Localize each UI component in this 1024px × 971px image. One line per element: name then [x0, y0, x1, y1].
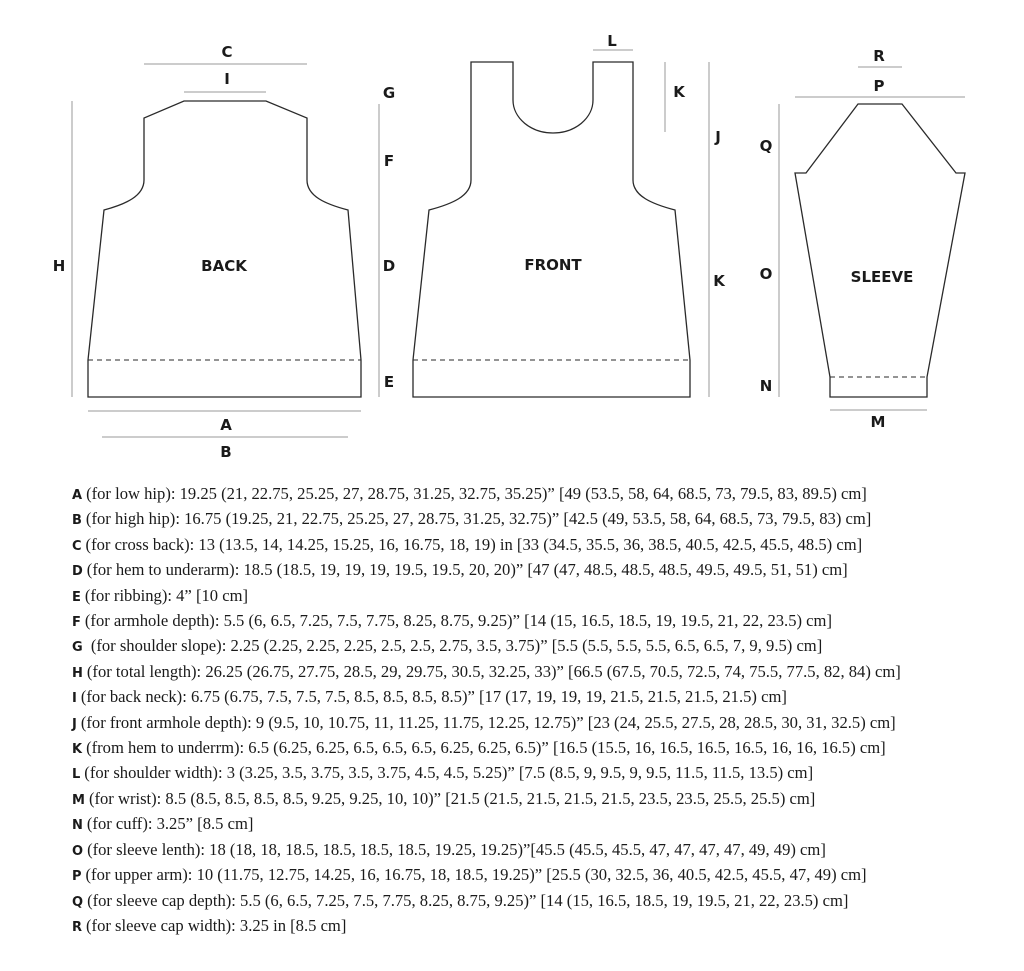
legend-item-o — [72, 838, 1012, 863]
legend-text: (for armhole depth): 5.5 (6, 6.5, 7.25, 7.5, 7.75, 8.25, 8.75, 9.25)” [14 (15, 16.5, 18.5, 19, 19.5, 21, 22, 23.5) cm] — [84, 611, 832, 631]
sleeve-outline — [795, 104, 965, 397]
legend-key: I — [72, 691, 77, 707]
legend-item-h — [72, 660, 1012, 685]
label-i: I — [224, 70, 230, 88]
front-outline — [413, 62, 690, 397]
legend-item-q — [72, 889, 1012, 914]
legend-key: Q — [72, 894, 84, 910]
legend-key: D — [72, 564, 83, 580]
back-piece — [88, 101, 361, 397]
sleeve-piece — [795, 104, 965, 397]
measurement-legend — [72, 482, 1012, 939]
label-e: E — [383, 373, 395, 391]
legend-key: J — [72, 716, 77, 732]
legend-key: L — [72, 767, 81, 783]
legend-text: (for sleeve cap width): 3.25 in [8.5 cm] — [86, 915, 347, 935]
legend-item-f — [72, 609, 1012, 634]
label-h: H — [52, 257, 66, 275]
label-m: M — [870, 413, 886, 431]
legend-text: (for front armhole depth): 9 (9.5, 10, 10.75, 11, 11.25, 11.75, 12.25, 12.75)” [23 (24, 25.5, 27.5, 28, 28.5, 30, 31, 32.5) cm] — [80, 712, 896, 732]
back-outline — [88, 101, 361, 397]
label-d: D — [382, 257, 396, 275]
label-k-lower: K — [713, 272, 725, 290]
legend-item-n — [72, 812, 1012, 837]
legend-key: A — [72, 488, 83, 503]
legend-text: (for low hip): 19.25 (21, 22.75, 25.25, 27, 28.75, 31.25, 32.75, 35.25)” [49 (53.5, 58, 64, 68.5, 73, 79.5, 83, 89.5) cm] — [86, 484, 867, 503]
legend-item-b — [72, 507, 1012, 532]
legend-text: (for wrist): 8.5 (8.5, 8.5, 8.5, 8.5, 9.25, 9.25, 10, 10)” [21.5 (21.5, 21.5, 21.5, 21.5, 23.5, 23.5, 25.5, 25.5) cm] — [88, 788, 816, 808]
label-c: C — [221, 43, 233, 61]
label-o: O — [759, 265, 773, 283]
legend-item-i — [72, 685, 1012, 710]
legend-key: R — [72, 919, 83, 935]
legend-text: (for hem to underarm): 18.5 (18.5, 19, 19, 19, 19.5, 19.5, 20, 20)” [47 (47, 48.5, 48.5, 48.5, 49.5, 49.5, 51, 51) cm] — [86, 560, 848, 580]
legend-key: G — [72, 640, 83, 656]
legend-key: E — [72, 589, 81, 605]
legend-key: F — [72, 615, 81, 631]
legend-text: (for ribbing): 4” [10 cm] — [84, 585, 249, 605]
label-r: R — [873, 47, 885, 65]
label-g: G — [382, 84, 396, 102]
legend-item-r — [72, 914, 1012, 939]
label-f: F — [383, 152, 395, 170]
legend-text: (for high hip): 16.75 (19.25, 21, 22.75, 25.25, 27, 28.75, 31.25, 32.75)” [42.5 (49, 53.5, 58, 64, 68.5, 73, 79.5, 83) cm] — [85, 509, 872, 529]
legend-text: (for upper arm): 10 (11.75, 12.75, 14.25, 16, 16.75, 18, 18.5, 19.25)” [25.5 (30, 32.5, 36, 40.5, 42.5, 45.5, 47, 49) cm] — [85, 865, 867, 885]
label-p: P — [873, 77, 885, 95]
legend-text: (for sleeve cap depth): 5.5 (6, 6.5, 7.25, 7.5, 7.75, 8.25, 8.75, 9.25)” [14 (15, 16.5, 18.5, 19, 19.5, 21, 22, 23.5) cm] — [87, 890, 849, 910]
front-label: FRONT — [524, 256, 582, 274]
legend-key: C — [72, 538, 82, 554]
legend-item-p — [72, 863, 1012, 888]
legend-text: (for cross back): 13 (13.5, 14, 14.25, 15.25, 16, 16.75, 18, 19) in [33 (34.5, 35.5, 36, 38.5, 40.5, 42.5, 45.5, 48.5) cm] — [85, 534, 863, 554]
sleeve-label: SLEEVE — [850, 268, 914, 286]
legend-key: N — [72, 818, 83, 834]
label-n: N — [759, 377, 773, 395]
legend-item-g — [72, 634, 1012, 659]
legend-item-e — [72, 584, 1012, 609]
label-k-upper: K — [673, 83, 685, 101]
legend-text: (for shoulder width): 3 (3.25, 3.5, 3.75, 3.5, 3.75, 4.5, 4.5, 5.25)” [7.5 (8.5, 9, 9.5, 9, 9.5, 11.5, 11.5, 13.5) cm] — [84, 763, 814, 783]
legend-key: O — [72, 843, 84, 859]
label-j: J — [715, 128, 721, 146]
legend-text: (for back neck): 6.75 (6.75, 7.5, 7.5, 7.5, 8.5, 8.5, 8.5, 8.5)” [17 (17, 19, 19, 19, 21.5, 21.5, 21.5, 21.5) cm] — [80, 687, 787, 707]
back-label: BACK — [201, 257, 247, 275]
legend-item-k — [72, 736, 1012, 761]
legend-item-l — [72, 761, 1012, 786]
legend-key: K — [72, 742, 83, 758]
legend-text: (for shoulder slope): 2.25 (2.25, 2.25, 2.25, 2.5, 2.5, 2.75, 3.5, 3.75)” [5.5 (5.5, 5.5, 5.5, 6.5, 6.5, 7, 9, 9.5) cm] — [86, 636, 823, 656]
legend-key: H — [72, 665, 83, 681]
legend-text: (for total length): 26.25 (26.75, 27.75, 28.5, 29, 29.75, 30.5, 32.25, 33)” [66.5 (67.5, 70.5, 72.5, 74, 75.5, 77.5, 82, 84) cm] — [86, 661, 901, 681]
legend-text: (from hem to underrm): 6.5 (6.25, 6.25, 6.5, 6.5, 6.5, 6.25, 6.25, 6.5)” [16.5 (15.5, 16, 16.5, 16.5, 16.5, 16, 16, 16.5) cm] — [86, 738, 886, 758]
label-l: L — [607, 32, 617, 50]
legend-key: P — [72, 869, 82, 885]
label-b: B — [220, 443, 232, 461]
label-a: A — [220, 416, 232, 434]
legend-item-c — [72, 533, 1012, 558]
legend-text: (for sleeve lenth): 18 (18, 18, 18.5, 18.5, 18.5, 18.5, 19.25, 19.25)”[45.5 (45.5, 45.5, 47, 47, 47, 47, 49, 49) cm] — [87, 839, 826, 859]
label-q: Q — [759, 137, 773, 155]
legend-text: (for cuff): 3.25” [8.5 cm] — [86, 814, 254, 834]
legend-item-d — [72, 558, 1012, 583]
knitting-schematic — [0, 0, 1024, 470]
front-piece — [413, 62, 690, 397]
legend-key: M — [72, 792, 85, 808]
legend-key: B — [72, 513, 82, 529]
legend-item-a — [72, 482, 1012, 507]
legend-item-j — [72, 711, 1012, 736]
legend-item-m — [72, 787, 1012, 812]
